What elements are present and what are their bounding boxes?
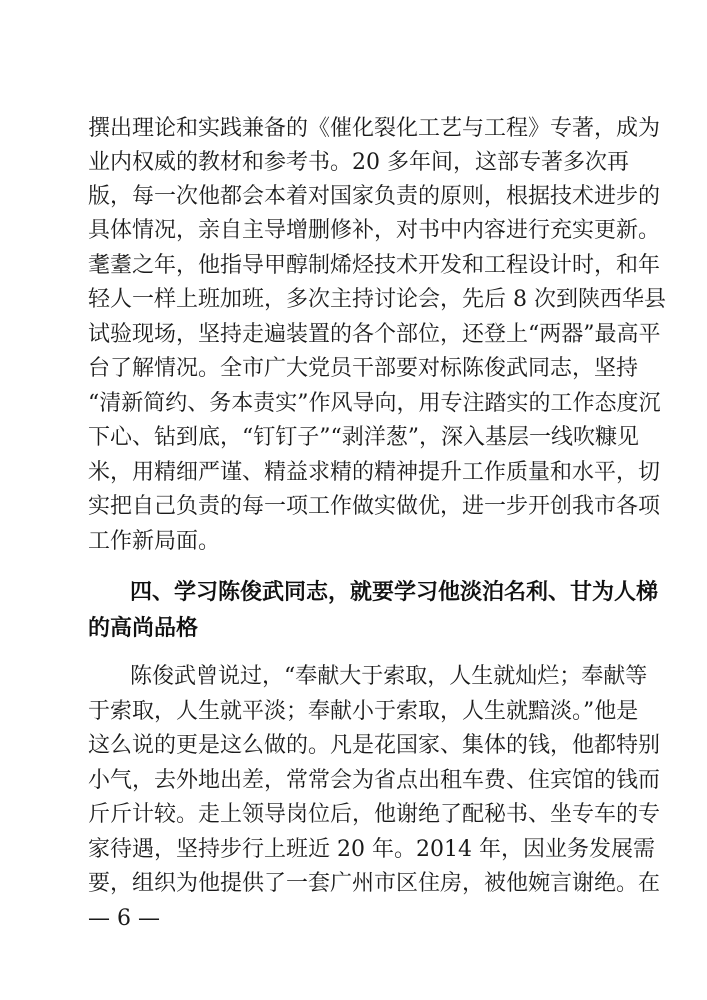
text-line: 陈俊武曾说过，“奉献大于索取，人生就灿烂；奉献等 [130, 664, 648, 689]
text-line: 业内权威的教材和参考书。20 多年间，这部专著多次再 [88, 150, 629, 175]
text-line: 耄耋之年，他指导甲醇制烯烃技术开发和工程设计时，和年 [88, 253, 661, 278]
text-line: 这么说的更是这么做的。凡是花国家、集体的钱，他都特别 [88, 733, 661, 758]
text-line: 实把自己负责的每一项工作做实做优，进一步开创我市各项 [88, 494, 661, 519]
text-line: 试验现场，坚持走遍装置的各个部位，还登上“两器”最高平 [88, 322, 661, 347]
text-line: 米，用精细严谨、精益求精的精神提升工作质量和水平，切 [88, 460, 661, 485]
section-heading-line: 的高尚品格 [88, 616, 199, 641]
text-line: 版，每一次他都会本着对国家负责的原则，根据技术进步的 [88, 184, 661, 209]
text-line: 小气，去外地出差，常常会为省点出租车费、住宾馆的钱而 [88, 768, 661, 793]
text-line: 轻人一样上班加班，多次主持讨论会，先后 8 次到陕西华县 [88, 287, 666, 312]
text-line: 具体情况，亲自主导增删修补，对书中内容进行充实更新。 [88, 218, 661, 243]
section-heading-line: 四、学习陈俊武同志，就要学习他淡泊名利、甘为人梯 [130, 580, 659, 605]
text-line: “清新简约、务本责实”作风导向，用专注踏实的工作态度沉 [88, 391, 661, 416]
text-line: 撰出理论和实践兼备的《催化裂化工艺与工程》专著，成为 [88, 116, 661, 141]
text-line: 要，组织为他提供了一套广州市区住房，被他婉言谢绝。在 [88, 871, 661, 896]
text-line: 家待遇，坚持步行上班近 20 年。2014 年，因业务发展需 [88, 837, 655, 862]
text-line: 工作新局面。 [88, 529, 221, 554]
text-line: 斤斤计较。走上领导岗位后，他谢绝了配秘书、坐专车的专 [88, 802, 661, 827]
text-line: 于索取，人生就平淡；奉献小于索取，人生就黯淡。”他是 [88, 699, 639, 724]
text-line: 台了解情况。全市广大党员干部要对标陈俊武同志，坚持 [88, 356, 639, 381]
page-number: — 6 — [88, 906, 160, 931]
text-line: 下心、钻到底，“钉钉子”“剥洋葱”，深入基层一线吹糠见 [88, 425, 639, 450]
